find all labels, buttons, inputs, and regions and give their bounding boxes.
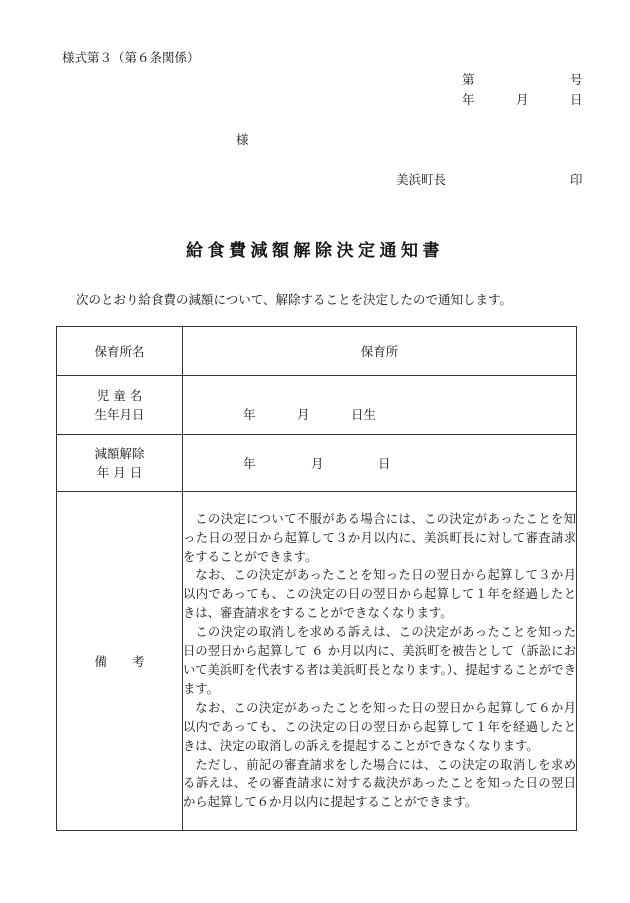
remarks-paragraph: なお、この決定があったことを知った日の翌日から起算して６か月以内であっても、この決定の日の翌日から起算して１年を経過したときは、決定の取消しの訴えを提起することができなくなります。 <box>183 700 576 753</box>
remarks-paragraph: ただし、前記の審査請求をした場合には、この決定の取消しを求める訴えは、その審査請求に対する裁決があったことを知った日の翌日から起算して６か月以内に提起することができます。 <box>183 757 576 810</box>
issuer-name: 美浜町長 <box>396 172 447 187</box>
remarks-paragraph: この決定の取消しを求める訴えは、この決定があったことを知った日の翌日から起算して ６ か月以内に、美浜町を被告として（訴訟において美浜町を代表する者は美浜町長となります。）、提起することができます。 <box>183 625 576 696</box>
child-value-cell <box>183 376 577 435</box>
facility-row <box>57 327 577 376</box>
release-date-line <box>183 454 576 473</box>
release-label: 減額解除 <box>94 446 145 461</box>
document-title: 給食費減額解除決定通知書 <box>186 241 444 261</box>
child-name-label: 児 童 名 <box>96 388 143 403</box>
child-label-cell <box>57 376 183 435</box>
birth-date-line <box>183 405 576 424</box>
release-month-unit: 月 <box>311 455 324 471</box>
birth-year-unit: 年 <box>243 407 256 422</box>
release-year-unit: 年 <box>243 455 256 471</box>
remarks-text-cell <box>183 492 577 831</box>
release-value-cell <box>183 435 577 492</box>
facility-value: 保育所 <box>360 344 399 359</box>
release-label-cell <box>57 435 183 492</box>
notice-table <box>56 326 577 831</box>
remarks-row <box>57 492 577 831</box>
issue-date-day: 日 <box>570 92 583 107</box>
child-row <box>57 376 577 435</box>
release-row <box>57 435 577 492</box>
facility-value-cell <box>183 327 577 376</box>
doc-number-suffix: 号 <box>570 72 583 87</box>
facility-label: 保育所名 <box>94 343 145 359</box>
issue-date-year: 年 <box>462 92 475 107</box>
addressee-honorific: 様 <box>236 132 249 147</box>
form-number: 様式第３（第６条関係） <box>62 50 200 65</box>
issue-date-month: 月 <box>516 92 529 107</box>
release-day-unit: 日 <box>378 455 391 471</box>
birth-day-unit: 日生 <box>351 407 377 422</box>
doc-number-prefix: 第 <box>462 72 475 87</box>
facility-label-cell <box>57 327 183 376</box>
release-date-label: 年 月 日 <box>96 465 143 480</box>
remarks-label-cell <box>57 492 183 831</box>
remarks-label: 備 考 <box>94 653 145 669</box>
birth-date-label: 生年月日 <box>94 407 145 422</box>
remarks-paragraph: なお、この決定があったことを知った日の翌日から起算して３か月以内であっても、この決定の日の翌日から起算して１年を経過したときは、審査請求をすることができなくなります。 <box>183 568 576 621</box>
remarks-paragraph: この決定について不服がある場合には、この決定があったことを知った日の翌日から起算して３か月以内に、美浜町長に対して審査請求をすることができます。 <box>183 511 576 564</box>
birth-month-unit: 月 <box>297 407 310 422</box>
intro-text: 次のとおり給食費の減額について、解除することを決定したので通知します。 <box>76 292 513 307</box>
seal-mark: 印 <box>570 172 583 187</box>
